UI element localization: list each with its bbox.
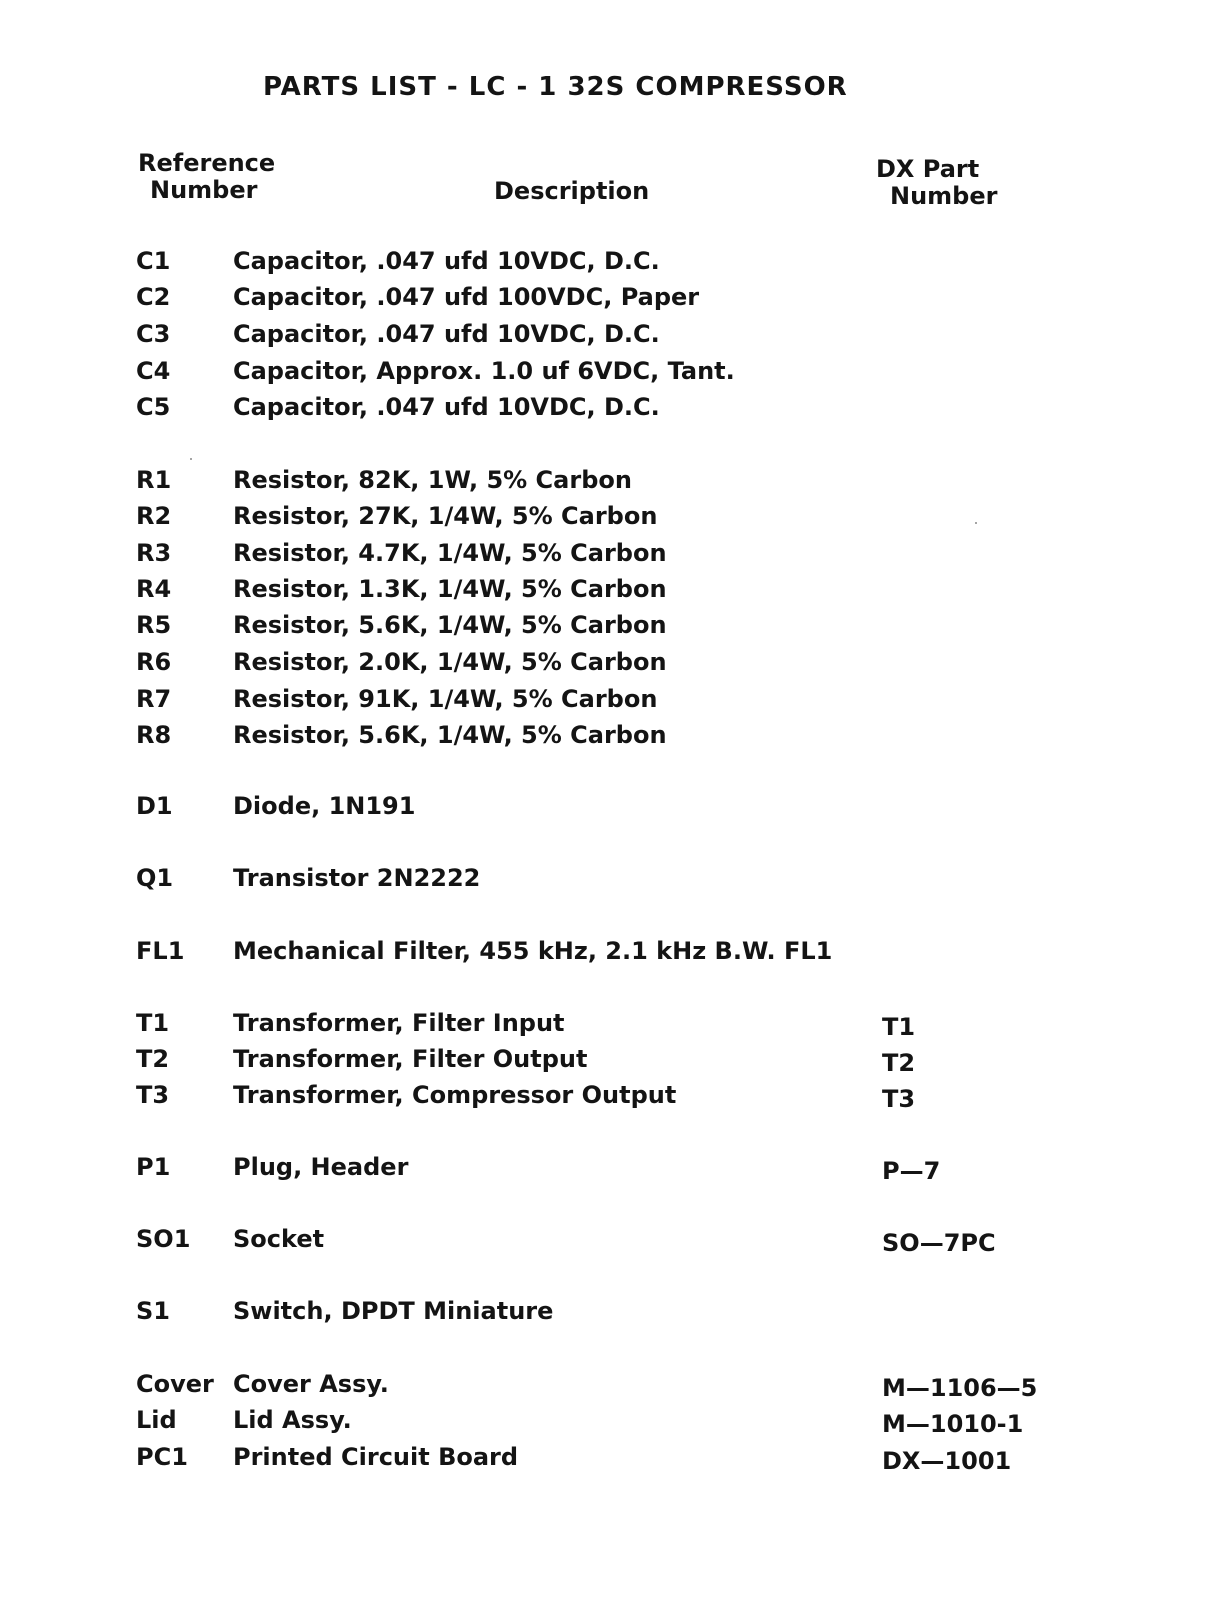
part-description: Transistor 2N2222 [233,864,481,892]
part-description: Resistor, 5.6K, 1/4W, 5% Carbon [233,611,667,639]
reference-number: T3 [136,1081,170,1109]
part-description: Printed Circuit Board [233,1443,519,1471]
part-description: Lid Assy. [233,1406,352,1434]
part-description: Resistor, 82K, 1W, 5% Carbon [233,466,632,494]
reference-number: Q1 [136,864,174,892]
part-description: Switch, DPDT Miniature [233,1297,554,1325]
reference-number: R2 [136,502,172,530]
dx-part-number: SO—7PC [882,1229,996,1257]
part-description: Capacitor, .047 ufd 100VDC, Paper [233,283,700,311]
part-description: Resistor, 4.7K, 1/4W, 5% Carbon [233,539,667,567]
dx-part-number: P—7 [882,1157,941,1185]
reference-number: Cover [136,1370,214,1398]
reference-number: C3 [136,320,171,348]
reference-number: C2 [136,283,171,311]
part-description: Capacitor, .047 ufd 10VDC, D.C. [233,320,660,348]
reference-number: C4 [136,357,171,385]
header-dx-line2: Number [890,182,998,210]
dx-part-number: DX—1001 [882,1447,1012,1475]
part-description: Resistor, 91K, 1/4W, 5% Carbon [233,685,658,713]
reference-number: R1 [136,466,172,494]
part-description: Transformer, Filter Input [233,1009,565,1037]
reference-number: FL1 [136,937,185,965]
reference-number: SO1 [136,1225,191,1253]
header-reference-line1: Reference [138,149,276,177]
header-description: Description [494,177,650,205]
dx-part-number: T2 [882,1049,916,1077]
header-dx-part-number [876,156,997,210]
header-reference-number [138,150,275,204]
dx-part-number: M—1010-1 [882,1410,1024,1438]
reference-number: PC1 [136,1443,188,1471]
part-description: Resistor, 1.3K, 1/4W, 5% Carbon [233,575,667,603]
part-description: Capacitor, .047 ufd 10VDC, D.C. [233,247,660,275]
part-description: Capacitor, Approx. 1.0 uf 6VDC, Tant. [233,357,735,385]
paper-speck [190,458,192,460]
dx-part-number: T1 [882,1013,916,1041]
page-title: PARTS LIST - LC - 1 32S COMPRESSOR [263,72,848,102]
reference-number: R6 [136,648,172,676]
reference-number: T1 [136,1009,170,1037]
part-description: Resistor, 27K, 1/4W, 5% Carbon [233,502,658,530]
reference-number: T2 [136,1045,170,1073]
header-reference-line2: Number [150,176,258,204]
reference-number: R7 [136,685,172,713]
reference-number: R5 [136,611,172,639]
part-description: Transformer, Compressor Output [233,1081,677,1109]
part-description: Mechanical Filter, 455 kHz, 2.1 kHz B.W. FL1 [233,937,833,965]
paper-speck [975,522,977,524]
reference-number: S1 [136,1297,170,1325]
part-description: Capacitor, .047 ufd 10VDC, D.C. [233,393,660,421]
dx-part-number: M—1106—5 [882,1374,1038,1402]
reference-number: R8 [136,721,172,749]
part-description: Resistor, 5.6K, 1/4W, 5% Carbon [233,721,667,749]
part-description: Plug, Header [233,1153,409,1181]
part-description: Diode, 1N191 [233,792,416,820]
reference-number: R3 [136,539,172,567]
part-description: Transformer, Filter Output [233,1045,588,1073]
header-dx-line1: DX Part [876,155,980,183]
dx-part-number: T3 [882,1085,916,1113]
reference-number: C5 [136,393,171,421]
reference-number: Lid [136,1406,177,1434]
part-description: Cover Assy. [233,1370,389,1398]
reference-number: C1 [136,247,171,275]
part-description: Socket [233,1225,325,1253]
reference-number: D1 [136,792,173,820]
part-description: Resistor, 2.0K, 1/4W, 5% Carbon [233,648,667,676]
reference-number: R4 [136,575,172,603]
reference-number: P1 [136,1153,171,1181]
